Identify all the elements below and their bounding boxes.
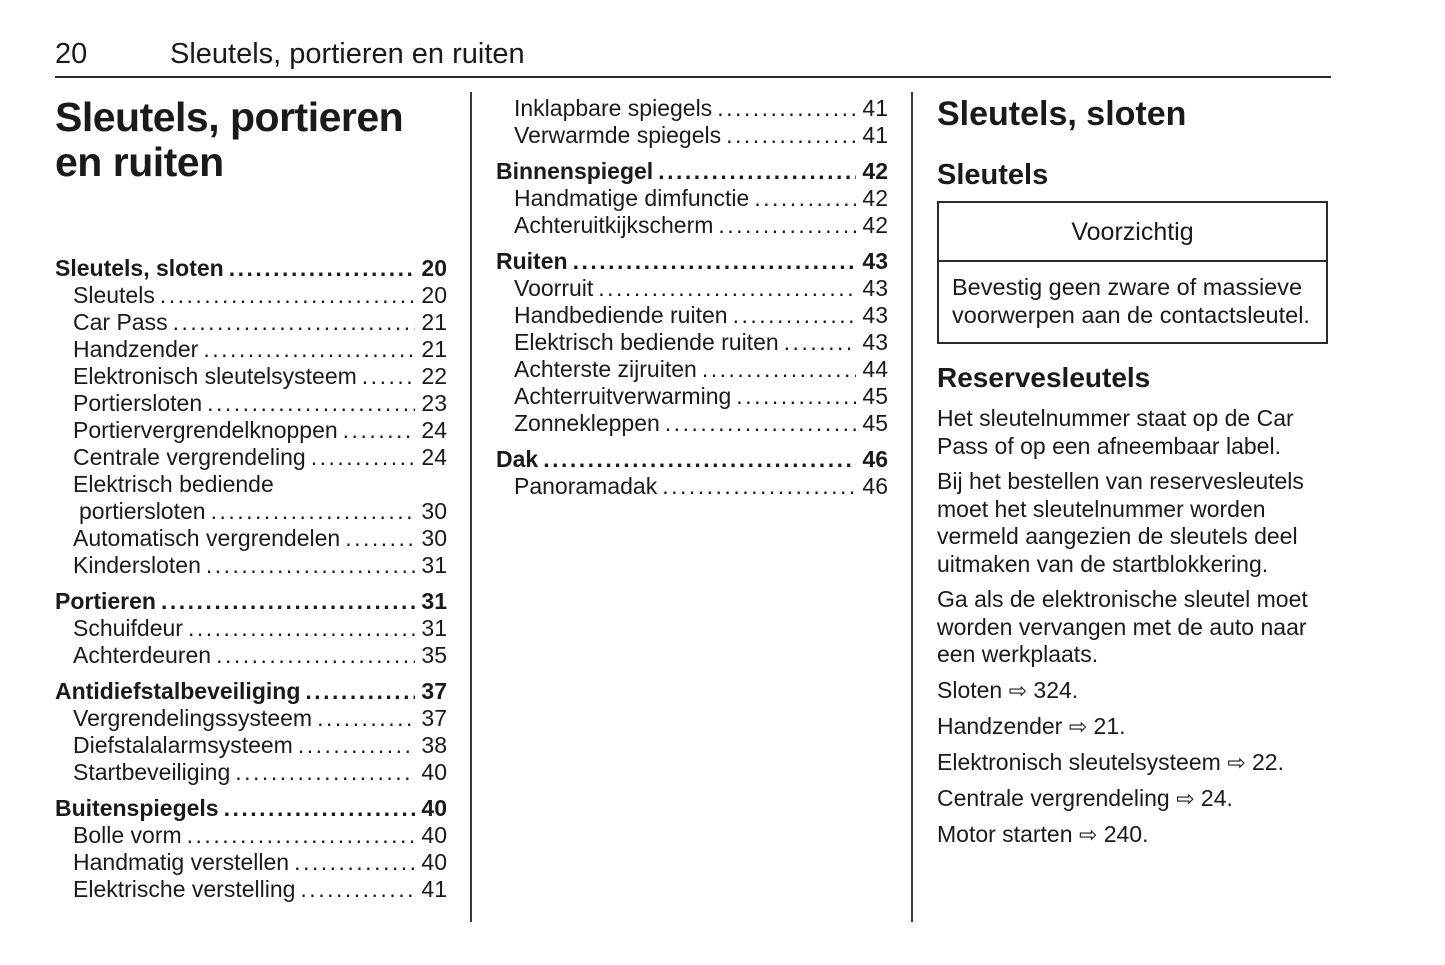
dot-leader [573, 248, 857, 275]
cross-reference-label: Sloten [937, 676, 1009, 703]
toc-entry [55, 588, 447, 615]
dot-leader [216, 642, 415, 669]
dot-leader [161, 588, 415, 615]
toc-entry-label: Centrale vergrendeling [73, 444, 306, 470]
toc-entry-page: 30 [421, 525, 447, 551]
toc-entry-page: 43 [862, 302, 888, 328]
toc-entry [496, 158, 888, 185]
cross-reference [937, 749, 1330, 777]
dot-leader [665, 410, 857, 437]
toc-entry-page: 40 [421, 822, 447, 848]
toc-entry [496, 356, 888, 383]
dot-leader [203, 336, 415, 363]
toc-entry-label: Kindersloten [73, 552, 201, 578]
toc-entry [496, 185, 888, 212]
cross-reference-page: 240. [1097, 820, 1149, 847]
toc-entry [55, 849, 447, 876]
page-number: 20 [55, 38, 88, 70]
toc-entry [55, 732, 447, 759]
subsection-title: Sleutels [937, 159, 1049, 191]
dot-leader [160, 282, 416, 309]
toc-entry-page: 38 [421, 732, 447, 758]
toc-entry-page: 20 [421, 282, 447, 308]
toc-entry-label: Schuifdeur [73, 615, 183, 641]
cross-reference-label: Elektronisch sleutelsysteem [937, 748, 1228, 775]
dot-leader [188, 615, 415, 642]
toc-entry-label: Panoramadak [514, 473, 658, 499]
toc-entry-page: 41 [862, 122, 888, 148]
toc-entry-page: 45 [862, 383, 888, 409]
toc-entry [55, 390, 447, 417]
dot-leader [543, 446, 856, 473]
toc-entry-label: Achteruitkijkscherm [514, 212, 714, 238]
column-divider [911, 92, 913, 922]
page-ref-arrow-icon: ⇨ [1227, 750, 1246, 776]
dot-leader [702, 356, 857, 383]
toc-entry [55, 525, 447, 552]
dot-leader [300, 876, 415, 903]
toc-entry [496, 212, 888, 239]
cross-reference-label: Motor starten [937, 820, 1079, 847]
dot-leader [294, 849, 415, 876]
toc-entry [55, 471, 447, 525]
dot-leader [754, 185, 856, 212]
toc-entry [496, 446, 888, 473]
page-ref-arrow-icon: ⇨ [1176, 786, 1195, 812]
toc-entry [55, 336, 447, 363]
toc-entry-label: Sleutels, sloten [55, 255, 224, 281]
toc-entry-page: 37 [421, 678, 447, 704]
cross-reference [937, 713, 1330, 741]
toc-entry [496, 410, 888, 437]
toc-entry-label: Handmatige dimfunctie [514, 185, 750, 211]
toc-entry [496, 275, 888, 302]
toc-entry-label: Achterruitverwarming [514, 383, 732, 409]
toc-entry-label: Car Pass [73, 309, 168, 335]
toc-entry-label: Antidiefstalbeveiliging [55, 678, 301, 704]
cross-reference-page: 24. [1194, 784, 1233, 811]
toc-entry-label: Achterdeuren [73, 642, 212, 668]
dot-leader [598, 275, 856, 302]
toc-entry-label: Portiervergrendelknoppen [73, 417, 338, 443]
dot-leader [717, 95, 856, 122]
dot-leader [784, 329, 857, 356]
caution-body: Bevestig geen zware of massieve voorwerpen aan de contactsleutel. [952, 274, 1310, 328]
toc-entry-label: Ruiten [496, 248, 568, 274]
dot-leader [345, 525, 415, 552]
toc-entry-page: 41 [862, 95, 888, 121]
cross-reference-page: 324. [1027, 676, 1079, 703]
cross-reference [937, 821, 1330, 849]
toc-entry-page: 31 [421, 588, 447, 614]
caution-title: Voorzichtig [939, 203, 1326, 262]
toc-entry [55, 444, 447, 471]
toc-entry-page: 23 [421, 390, 447, 416]
dot-leader [658, 158, 856, 185]
toc-entry-label: Portieren [55, 588, 156, 614]
cross-reference [937, 677, 1330, 705]
toc-column-left [55, 95, 447, 903]
dot-leader [718, 212, 856, 239]
section-title: Sleutels, sloten [937, 95, 1187, 133]
caution-box [937, 201, 1328, 344]
toc-entry-page: 31 [421, 552, 447, 578]
toc-entry-label: Buitenspiegels [55, 795, 219, 821]
dot-leader [317, 705, 415, 732]
running-chapter-title: Sleutels, portieren en ruiten [170, 38, 525, 70]
toc-entry-label: Portiersloten [73, 390, 203, 416]
dot-leader [662, 473, 856, 500]
toc-entry-page: 40 [421, 849, 447, 875]
toc-entry [55, 282, 447, 309]
page-ref-arrow-icon: ⇨ [1068, 714, 1088, 740]
toc-entry [55, 363, 447, 390]
dot-leader [207, 390, 415, 417]
toc-column-middle [496, 95, 888, 500]
toc-entry-page: 42 [862, 212, 888, 238]
cross-references [937, 677, 1330, 849]
toc-entry [55, 795, 447, 822]
paragraph: Ga als de elektronische sleutel moet worden vervangen met de auto naar een werkplaats. [937, 586, 1308, 667]
dot-leader [736, 383, 856, 410]
toc-entry-page: 43 [862, 275, 888, 301]
toc-entry [55, 255, 447, 282]
toc-entry-page: 30 [421, 498, 447, 524]
page-ref-arrow-icon: ⇨ [1008, 678, 1028, 704]
dot-leader [229, 255, 416, 282]
toc-entry-page: 37 [421, 705, 447, 731]
toc-entry [496, 383, 888, 410]
cross-reference-label: Centrale vergrendeling [937, 784, 1177, 811]
toc-entry-page: 46 [862, 446, 888, 472]
cross-reference-label: Handzender [937, 712, 1069, 739]
toc-entry-label: Elektronisch sleutelsysteem [73, 363, 357, 389]
toc-entry-page: 40 [421, 795, 447, 821]
toc-entry-page: 24 [421, 444, 447, 470]
toc-entry [55, 417, 447, 444]
toc-entry-page: 31 [421, 615, 447, 641]
cross-reference-page: 22. [1245, 748, 1284, 775]
toc-entry [55, 615, 447, 642]
toc-entry [55, 822, 447, 849]
cross-reference [937, 785, 1330, 813]
toc-entry-label: portiersloten [79, 498, 206, 524]
toc-entry-label: Elektrisch bediende [73, 471, 274, 497]
toc-entry [55, 552, 447, 579]
toc-list-left [55, 255, 447, 903]
dot-leader [362, 363, 416, 390]
toc-entry-page: 24 [421, 417, 447, 443]
toc-entry-page: 21 [421, 336, 447, 362]
cross-reference-page: 21. [1087, 712, 1126, 739]
toc-entry-label: Inklapbare spiegels [514, 95, 713, 121]
toc-entry-page: 43 [862, 329, 888, 355]
column-divider [470, 92, 472, 922]
toc-entry-label: Handmatig verstellen [73, 849, 290, 875]
content-column [937, 95, 1330, 857]
toc-entry [55, 309, 447, 336]
toc-entry [496, 248, 888, 275]
toc-entry [55, 759, 447, 786]
toc-entry-label: Handzender [73, 336, 199, 362]
toc-entry-page: 35 [421, 642, 447, 668]
toc-entry-label: Achterste zijruiten [514, 356, 697, 382]
dot-leader [224, 795, 416, 822]
toc-entry-label: Zonnekleppen [514, 410, 660, 436]
toc-entry-label: Elektrisch bediende ruiten [514, 329, 779, 355]
toc-entry-page: 20 [421, 255, 447, 281]
body-paragraphs [937, 405, 1330, 669]
toc-entry-label: Verwarmde spiegels [514, 122, 722, 148]
page-ref-arrow-icon: ⇨ [1078, 822, 1098, 848]
toc-entry-label: Handbediende ruiten [514, 302, 728, 328]
dot-leader [173, 309, 416, 336]
toc-entry-page: 22 [421, 363, 447, 389]
toc-entry-label: Automatisch vergrendelen [73, 525, 341, 551]
toc-entry-page: 46 [862, 473, 888, 499]
toc-entry-label: Binnenspiegel [496, 158, 654, 184]
dot-leader [726, 122, 856, 149]
toc-entry-label: Elektrische verstelling [73, 876, 296, 902]
toc-entry-page: 21 [421, 309, 447, 335]
toc-entry-label: Bolle vorm [73, 822, 182, 848]
dot-leader [305, 678, 415, 705]
toc-list-middle [496, 95, 888, 500]
toc-entry [496, 329, 888, 356]
toc-entry-label: Sleutels [73, 282, 155, 308]
dot-leader [206, 552, 416, 579]
toc-entry-page: 44 [862, 356, 888, 382]
toc-entry-page: 42 [862, 185, 888, 211]
toc-entry-page: 40 [421, 759, 447, 785]
dot-leader [733, 302, 857, 329]
toc-entry [55, 642, 447, 669]
toc-entry [496, 95, 888, 122]
toc-entry [55, 876, 447, 903]
toc-entry-label: Dak [496, 446, 539, 472]
header-rule [55, 76, 1331, 78]
toc-entry-label: Startbeveiliging [73, 759, 231, 785]
dot-leader [187, 822, 416, 849]
toc-entry-page: 43 [862, 248, 888, 274]
toc-entry [55, 678, 447, 705]
toc-entry-page: 45 [862, 410, 888, 436]
chapter-title: Sleutels, portieren en ruiten [55, 94, 404, 185]
dot-leader [311, 444, 416, 471]
paragraph: Bij het bestellen van reservesleutels moet het sleutelnummer worden vermeld aangezien de sleutels deel uitmaken van de startblokkering. [937, 468, 1304, 577]
dot-leader [298, 732, 416, 759]
toc-entry-page: 41 [421, 876, 447, 902]
toc-entry [55, 705, 447, 732]
subheading-reservesleutels: Reservesleutels [937, 362, 1151, 393]
toc-entry-label: Voorruit [514, 275, 594, 301]
toc-entry [496, 302, 888, 329]
toc-entry-label: Vergrendelingssysteem [73, 705, 313, 731]
dot-leader [211, 498, 416, 525]
toc-entry [496, 473, 888, 500]
dot-leader [235, 759, 415, 786]
dot-leader [343, 417, 416, 444]
toc-entry-page: 42 [862, 158, 888, 184]
toc-entry [496, 122, 888, 149]
paragraph: Het sleutelnummer staat op de Car Pass of op een afneembaar label. [937, 405, 1294, 459]
toc-entry-label: Diefstalalarmsysteem [73, 732, 293, 758]
